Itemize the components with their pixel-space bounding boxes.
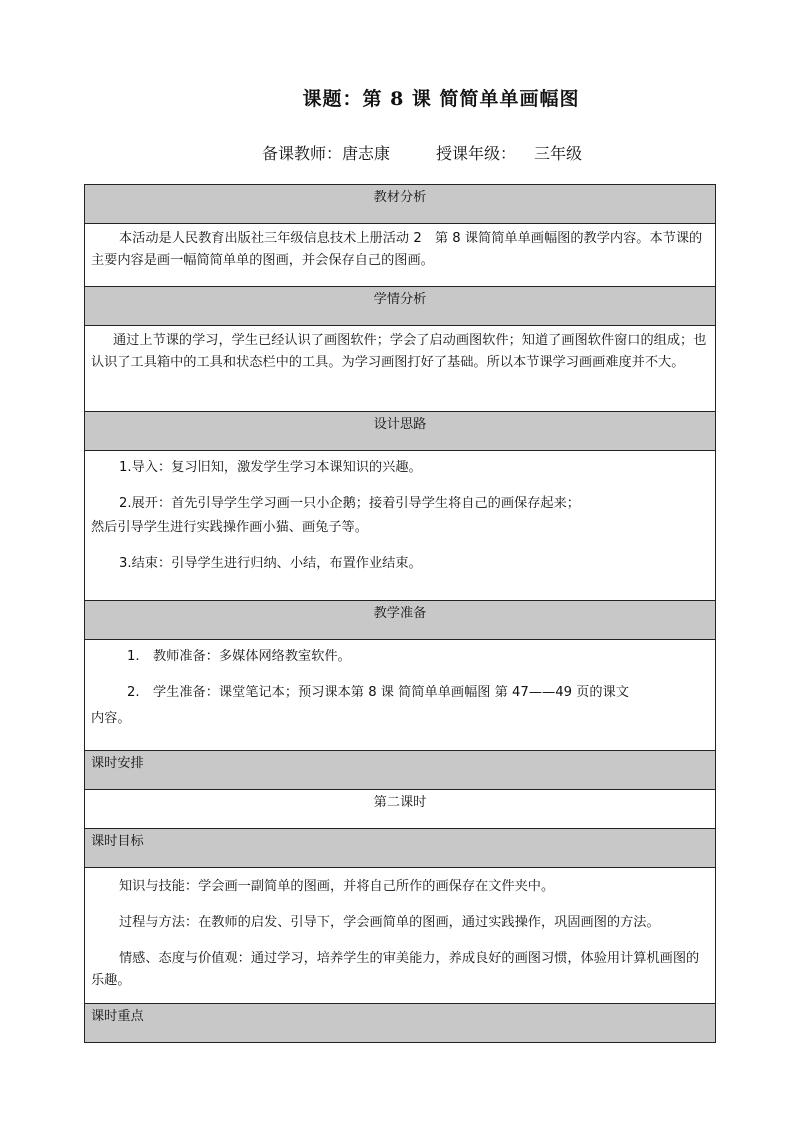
section-header-goals: 课时目标: [84, 829, 716, 868]
page-title: 课题：第 8 课 简简单单画幅图: [302, 88, 580, 110]
prep-item-2-text: 学生准备：课堂笔记本；预习课本第 8 课 简简单单画幅图 第 47——49 页的课文: [153, 685, 629, 700]
goal-knowledge: 知识与技能：学会画一副简单的图画，并将自己所作的画保存在文件夹中。: [119, 879, 555, 894]
section-header-material: 教材分析: [84, 185, 716, 224]
design-item-3: 3.结束：引导学生进行归纳、小结，布置作业结束。: [119, 556, 422, 571]
section-header-design: 设计思路: [84, 412, 716, 451]
prep-item-1-text: 教师准备：多媒体网络教室软件。: [153, 649, 351, 664]
material-text: 本活动是人民教育出版社三年级信息技术上册活动 2 第 8 课简简单单画幅图的教学内容。本节课的主要内容是画一幅简简单单的图画，并会保存自己的图画。: [91, 231, 703, 268]
teacher-label: 备课教师：: [261, 144, 342, 163]
grade-label: 授课年级：: [436, 144, 517, 163]
goal-emotion: 情感、态度与价值观：通过学习，培养学生的审美能力，养成良好的画图习惯，体验用计算机画图的乐趣。: [91, 951, 700, 988]
design-item-1: 1.导入：复习旧知，激发学生学习本课知识的兴趣。: [119, 460, 422, 475]
teacher-name: 唐志康: [341, 144, 390, 163]
prep-item-2-cont: 内容。: [91, 711, 131, 726]
section-body-prep: [84, 640, 716, 751]
prep-item-1-number: 1.: [127, 649, 140, 664]
section-header-learner: 学情分析: [84, 287, 716, 326]
section-header-focus: 课时重点: [84, 1004, 716, 1043]
section-body-goals: [84, 868, 716, 1004]
section-header-prep: 教学准备: [84, 601, 716, 640]
grade-value: 三年级: [534, 144, 583, 163]
prep-item-2: [91, 682, 709, 704]
prep-item-1: [91, 646, 709, 668]
lesson-plan-table: [84, 184, 716, 1043]
design-item-2: 2.展开：首先引导学生学习画一只小企鹅；接着引导学生将自己的画保存起来；: [119, 496, 580, 511]
section-body-learner: [84, 326, 716, 412]
design-item-2-cont: 然后引导学生进行实践操作画小猫、画兔子等。: [91, 520, 368, 535]
learner-text: 通过上节课的学习，学生已经认识了画图软件；学会了启动画图软件；知道了画图软件窗口的组成；也认识了工具箱中的工具和状态栏中的工具。为学习画图打好了基础。所以本节课学习画画难度并不大。: [91, 333, 707, 370]
schedule-value: 第二课时: [84, 790, 716, 829]
prep-item-2-number: 2.: [127, 685, 140, 700]
goal-process: 过程与方法：在教师的启发、引导下，学会画简单的图画，通过实践操作，巩固画图的方法。: [119, 915, 660, 930]
teacher-grade-line: [0, 141, 794, 164]
section-body-material: [84, 224, 716, 287]
section-header-schedule: 课时安排: [84, 751, 716, 790]
section-body-design: [84, 451, 716, 601]
